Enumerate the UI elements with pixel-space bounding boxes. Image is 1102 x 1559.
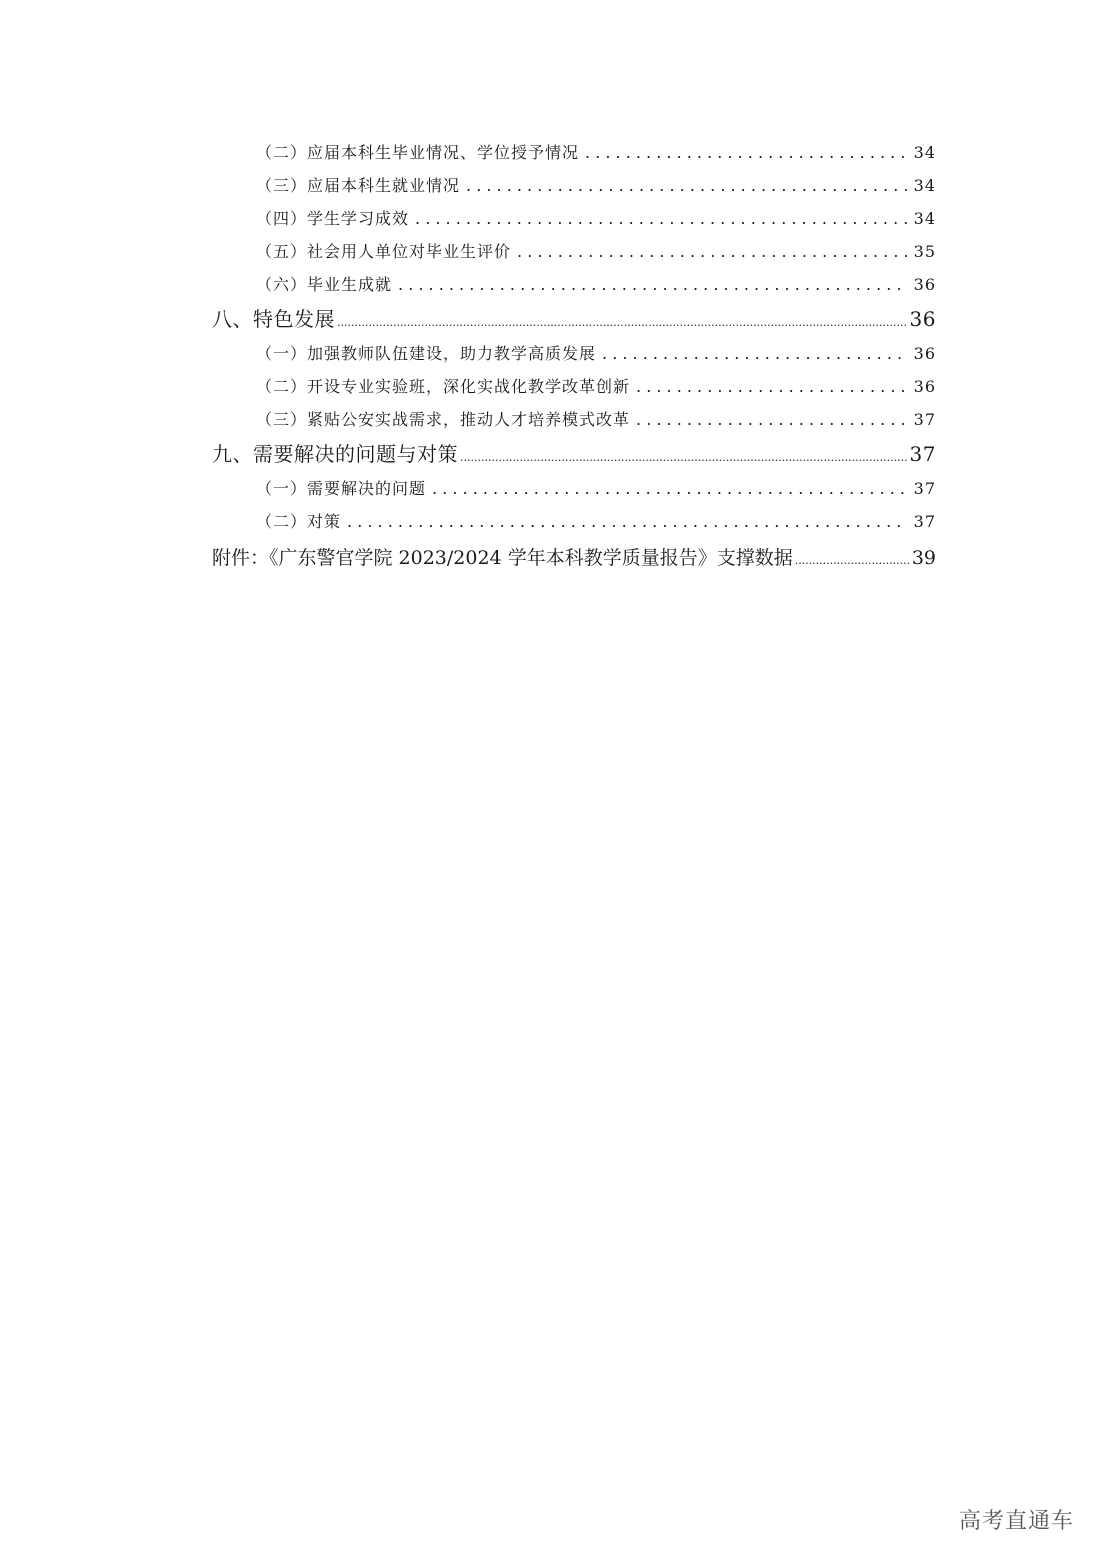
toc-leader-dots	[795, 538, 910, 581]
toc-entry-page: 34	[913, 209, 936, 228]
table-of-contents	[212, 136, 936, 578]
toc-chapter-title: 九、需要解决的问题与对策	[212, 442, 458, 466]
toc-entry[interactable]	[212, 472, 936, 505]
toc-entry-page: 35	[913, 242, 936, 261]
toc-leader-dots	[337, 301, 908, 341]
watermark: 高考直通车	[958, 1509, 1074, 1534]
toc-chapter-page: 36	[909, 307, 936, 331]
toc-entry-page: 37	[913, 512, 936, 531]
toc-chapter-title: 八、特色发展	[212, 307, 335, 331]
toc-leader-dots	[466, 169, 908, 202]
toc-entry-page: 37	[913, 410, 936, 429]
toc-leader-dots	[415, 202, 908, 235]
toc-leader-dots	[347, 505, 908, 538]
toc-leader-dots	[517, 235, 908, 268]
toc-entry-title: （五）社会用人单位对毕业生评价	[256, 242, 512, 261]
toc-entry-title: （三）应届本科生就业情况	[256, 176, 461, 195]
toc-entry-page: 36	[913, 344, 936, 363]
toc-chapter-page: 37	[909, 442, 936, 466]
toc-entry-title: （一）加强教师队伍建设，助力教学高质发展	[256, 344, 597, 363]
toc-leader-dots	[602, 337, 908, 370]
toc-entry[interactable]	[212, 202, 936, 235]
toc-entry[interactable]	[212, 505, 936, 538]
toc-leader-dots	[636, 370, 908, 403]
toc-leader-dots	[432, 472, 908, 505]
toc-entry-title: （二）应届本科生毕业情况、学位授予情况	[256, 143, 580, 162]
toc-entry[interactable]	[212, 403, 936, 436]
toc-entry-title: （三）紧贴公安实战需求，推动人才培养模式改革	[256, 410, 631, 429]
toc-entry-page: 36	[913, 377, 936, 396]
toc-entry[interactable]	[212, 370, 936, 403]
toc-appendix-title: 附件：《广东警官学院 2023/2024 学年本科教学质量报告》支撑数据	[212, 547, 793, 569]
toc-leader-dots	[460, 436, 908, 476]
toc-leader-dots	[585, 136, 908, 169]
toc-entry-title: （一）需要解决的问题	[256, 479, 427, 498]
toc-entry-title: （四）学生学习成效	[256, 209, 410, 228]
toc-entry[interactable]	[212, 337, 936, 370]
toc-entry-title: （二）对策	[256, 512, 342, 531]
toc-entry-page: 34	[913, 176, 936, 195]
toc-entry[interactable]	[212, 169, 936, 202]
toc-entry-page: 37	[913, 479, 936, 498]
toc-entry-title: （六）毕业生成就	[256, 275, 393, 294]
toc-chapter-entry[interactable]	[212, 301, 936, 337]
toc-entry[interactable]	[212, 136, 936, 169]
toc-entry-page: 36	[913, 275, 936, 294]
toc-entry-page: 34	[913, 143, 936, 162]
toc-entry[interactable]	[212, 235, 936, 268]
toc-chapter-entry[interactable]	[212, 436, 936, 472]
toc-entry[interactable]	[212, 268, 936, 301]
toc-leader-dots	[636, 403, 908, 436]
toc-entry-title: （二）开设专业实验班，深化实战化教学改革创新	[256, 377, 631, 396]
toc-appendix-page: 39	[911, 547, 936, 569]
toc-leader-dots	[398, 268, 908, 301]
toc-appendix-entry[interactable]	[212, 538, 936, 578]
